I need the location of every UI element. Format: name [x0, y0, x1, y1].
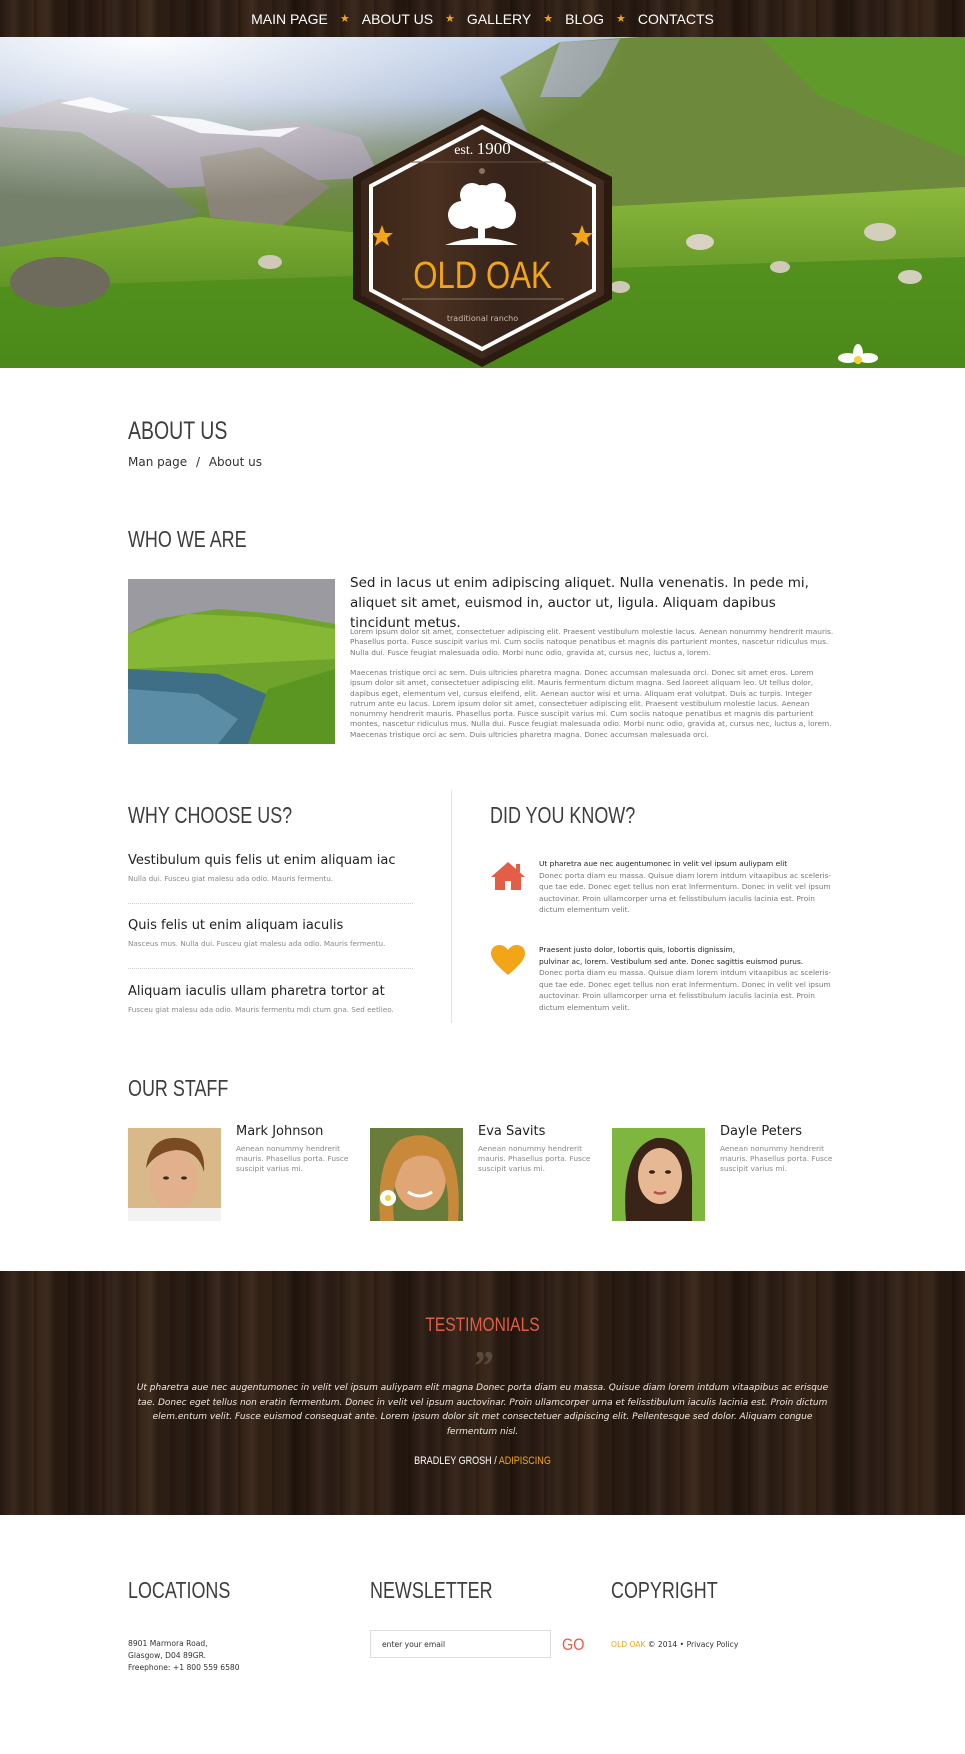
- copyright-heading: COPYRIGHT: [611, 1577, 718, 1603]
- badge-established: est. 1900: [454, 139, 511, 158]
- author-name: BRADLEY GROSH: [414, 1455, 492, 1467]
- staff-name[interactable]: Dayle Peters: [720, 1124, 802, 1139]
- badge-subtitle: traditional rancho: [446, 314, 519, 323]
- dyk-item-text: Donec porta diam eu massa. Quisue diam lorem intdum vitaapibus ac sceleris-que tae ede. Donec eget tellus non erat lnfermentum. Donec in velit vel ipsum auctovinar. Proin ullamcorper urna et felisstibulum iaculis lacinia est. Proin dictum elementum velit.: [539, 968, 832, 1012]
- why-item-text: Nulla dui. Fusceu giat malesu ada odio. Mauris fermentu.: [128, 874, 334, 883]
- dyk-item-lead: Praesent justo dolor, lobortis quis, lobortis dignissim,: [539, 945, 736, 954]
- nav-contacts[interactable]: CONTACTS: [637, 10, 714, 27]
- why-item-title: Quis felis ut enim aliquam iaculis: [128, 918, 344, 933]
- copyright-brand: OLD OAK: [611, 1640, 646, 1649]
- nav-gallery[interactable]: GALLERY: [466, 10, 532, 27]
- why-choose-heading: WHY CHOOSE US?: [128, 802, 293, 828]
- avatar[interactable]: [128, 1128, 221, 1221]
- dyk-item-2: [539, 944, 834, 1013]
- why-item-text: Fusceu giat malesu ada odio. Mauris fermentu mdi ctum gna. Sed eetlieo.: [128, 1005, 394, 1014]
- dyk-item-lead: Ut pharetra aue nec augentumonec in velit vel ipsum auliypam elit: [539, 859, 788, 868]
- staff-bio: Aenean nonummy hendrerit mauris. Phasellus porta. Fusce suscipit varius mi.: [720, 1144, 833, 1173]
- home-icon: [490, 860, 526, 892]
- staff-name[interactable]: Eva Savits: [478, 1124, 546, 1139]
- newsletter-heading: NEWSLETTER: [370, 1577, 493, 1603]
- why-item-title: Aliquam iaculis ullam pharetra tortor at: [128, 984, 385, 999]
- nav-about-us[interactable]: ABOUT US: [361, 10, 434, 27]
- star-separator-icon: ★: [339, 12, 350, 25]
- address-line: Glasgow, D04 89GR.: [128, 1651, 206, 1660]
- locations-heading: LOCATIONS: [128, 1577, 231, 1603]
- breadcrumb: [128, 455, 262, 469]
- copyright-year: © 2014 •: [645, 1640, 687, 1649]
- privacy-policy-link[interactable]: Privacy Policy: [686, 1640, 739, 1649]
- testimonials-heading: TESTIMONIALS: [425, 1315, 540, 1336]
- who-lead-text: Sed in lacus ut enim adipiscing aliquet. Nulla venenatis. In pede mi, aliquet sit amet, euismod in, auctor ut, ligula. Aliquam dapibus tincidunt metus.: [350, 575, 809, 631]
- lake-valley-image: [128, 579, 335, 744]
- why-item[interactable]: [128, 984, 413, 1014]
- address-line: 8901 Marmora Road,: [128, 1639, 208, 1648]
- why-item[interactable]: [128, 918, 413, 948]
- newsletter-go-button[interactable]: GO: [562, 1635, 585, 1654]
- quote-mark-icon: ”: [472, 1344, 493, 1390]
- testimonial-text: Ut pharetra aue nec augentumonec in velit vel ipsum auliypam elit magna Donec porta diam eu massa. Quisue diam lorem intdum vitaapibus ac erisque tae. Donec eget tellus non eratin fermentum. Donec in velit vel ipsum auctovinar. Proin ullamcorper urna et felisstibulum iaculis lacinia est. Proin dictum elem.entum velit. Fusce euismod consequat ante. Lorem ipsum dolor sit met consectetuer adipiscing elit. Pellentesque sed dolor. Aliquam congue fermentum nisl.: [136, 1383, 829, 1437]
- who-we-are-heading: WHO WE ARE: [128, 526, 247, 552]
- author-role: ADIPISCING: [498, 1455, 551, 1467]
- hero-banner: [0, 37, 965, 368]
- star-separator-icon: ★: [445, 12, 455, 25]
- badge-title: OLD OAK: [413, 255, 552, 297]
- dyk-item-1: [539, 858, 834, 916]
- page-title: ABOUT US: [128, 417, 228, 445]
- our-staff-heading: OUR STAFF: [128, 1075, 229, 1101]
- nav-main-page[interactable]: MAIN PAGE: [251, 10, 328, 27]
- column-divider: [451, 790, 452, 1023]
- breadcrumb-home-link[interactable]: Man page: [128, 455, 188, 469]
- staff-name[interactable]: Mark Johnson: [236, 1124, 324, 1139]
- author-separator: /: [491, 1455, 499, 1467]
- staff-bio: Aenean nonummy hendrerit mauris. Phasellus porta. Fusce suscipit varius mi.: [236, 1144, 349, 1173]
- breadcrumb-current: About us: [208, 455, 262, 469]
- divider: [128, 903, 413, 904]
- divider: [128, 968, 413, 969]
- address: [128, 1638, 240, 1674]
- copyright-text: [611, 1640, 738, 1649]
- star-separator-icon: ★: [616, 12, 626, 25]
- why-item-text: Nasceus mus. Nulla dui. Fusceu giat malesu ada odio. Mauris fermentu.: [128, 939, 386, 948]
- breadcrumb-separator: /: [195, 455, 200, 469]
- why-item[interactable]: [128, 853, 413, 883]
- did-you-know-heading: DID YOU KNOW?: [490, 802, 636, 828]
- top-navigation: [0, 0, 965, 37]
- nav-blog[interactable]: BLOG: [565, 10, 605, 27]
- testimonial-author: [87, 1455, 878, 1467]
- who-paragraph-2: Maecenas tristique orci ac sem. Duis ultricies pharetra magna. Donec accumsan malesuada orci. Donec sit amet eros. Lorem ipsum dolor sit amet, consectetuer adipiscing elit. Mauris fermentum dictum magna. Sed laoreet aliquam leo. Ut tellus dolor, dapibus eget, elementum vel, cursus eleifend, elit. Aenean auctor wisi et urna. Aliquam erat volutpat. Duis ac turpis. Integer rutrum ante eu lacus. Lorem ipsum dolor sit amet, consectetuer adipiscing elit. Praesent vestibulum molestie lacus. Aenean nonummy hendrerit mauris. Phasellus porta. Fusce suscipit varius mi. Cum sociis natoque penatibus et magnis dis parturient montes, nascetur ridiculus mus. Nulla dui. Fusce feugiat malesuada odio. Morbi nunc odio, gravida at, cursus nec, luctus a, lorem. Maecenas tristique orci ac sem. Duis ultricies pharetra magna. Donec accumsan malesuada orci.: [350, 668, 832, 739]
- logo-badge[interactable]: [350, 107, 615, 368]
- newsletter-email-input[interactable]: [370, 1630, 551, 1658]
- testimonials-section: [0, 1271, 965, 1515]
- why-item-title: Vestibulum quis felis ut enim aliquam iac: [128, 853, 396, 868]
- dyk-item-lead: pulvinar ac, lorem. Vestibulum sed ante. Donec sagittis euismod purus.: [539, 956, 804, 966]
- dyk-item-text: Donec porta diam eu massa. Quisue diam lorem intdum vitaapibus ac sceleris-que tae ede. Donec eget tellus non erat lnfermentum. Donec in velit vel ipsum auctovinar. Proin ullamcorper urna et felisstibulum iaculis lacinia est. Proin dictum elementum velit.: [539, 870, 832, 914]
- phone-line[interactable]: Freephone: +1 800 559 6580: [128, 1663, 240, 1672]
- heart-icon: [490, 944, 526, 976]
- avatar[interactable]: [370, 1128, 463, 1221]
- avatar[interactable]: [612, 1128, 705, 1221]
- star-separator-icon: ★: [543, 12, 554, 25]
- who-paragraph-1: Lorem ipsum dolor sit amet, consectetuer adipiscing elit. Praesent vestibulum molestie lacus. Aenean nonummy hendrerit mauris. Phasellus porta. Fusce suscipit varius mi. Cum sociis natoque penatibus et magnis dis parturient montes, nascetur ridiculus mus. Nulla dui. Fusce feugiat malesuada odio. Morbi nunc odio, gravida at, cursus nec, luctus a, lorem.: [350, 627, 834, 657]
- staff-bio: Aenean nonummy hendrerit mauris. Phasellus porta. Fusce suscipit varius mi.: [478, 1144, 591, 1173]
